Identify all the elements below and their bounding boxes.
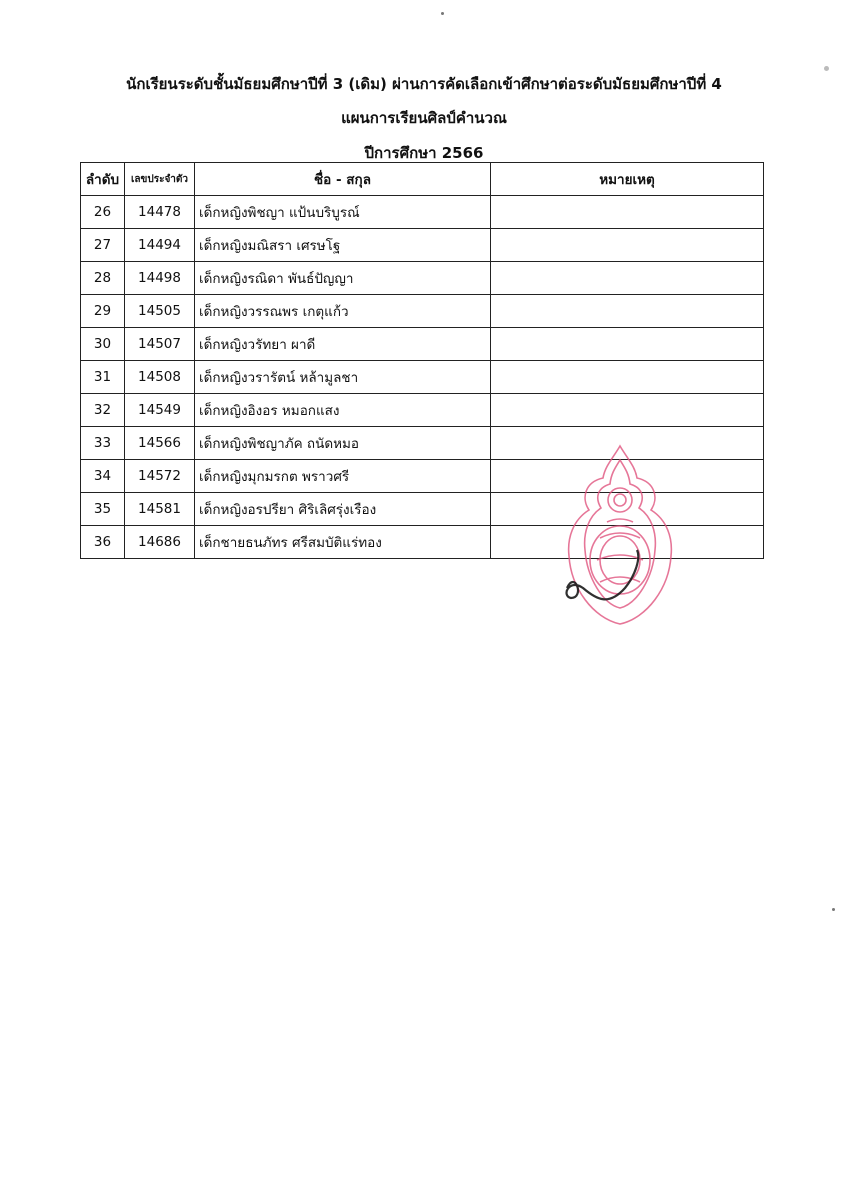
row-note [491, 361, 764, 394]
row-student-id: 14686 [125, 526, 195, 559]
row-order: 31 [81, 361, 125, 394]
column-header-student-id: เลขประจำตัว [125, 163, 195, 196]
row-student-id: 14549 [125, 394, 195, 427]
table-row [81, 394, 764, 427]
row-note [491, 295, 764, 328]
row-student-id: 14572 [125, 460, 195, 493]
row-order: 34 [81, 460, 125, 493]
row-order: 32 [81, 394, 125, 427]
column-header-note: หมายเหตุ [491, 163, 764, 196]
column-header-name: ชื่อ - สกุล [195, 163, 491, 196]
row-order: 36 [81, 526, 125, 559]
school-seal-stamp [545, 438, 695, 638]
scan-speck [441, 12, 444, 15]
column-header-order: ลำดับ [81, 163, 125, 196]
row-student-id: 14494 [125, 229, 195, 262]
row-note [491, 229, 764, 262]
row-order: 33 [81, 427, 125, 460]
row-student-name: เด็กหญิงอรปรียา ศิริเลิศรุ่งเรือง [195, 493, 491, 526]
row-student-name: เด็กชายธนภัทร ศรีสมบัติแร่ทอง [195, 526, 491, 559]
row-student-name: เด็กหญิงมณิสรา เศรษโฐ [195, 229, 491, 262]
row-student-name: เด็กหญิงวรารัตน์ หล้ามูลชา [195, 361, 491, 394]
row-student-id: 14507 [125, 328, 195, 361]
row-order: 35 [81, 493, 125, 526]
table-row [81, 361, 764, 394]
row-order: 27 [81, 229, 125, 262]
row-student-name: เด็กหญิงพิชญาภัค ถนัดหมอ [195, 427, 491, 460]
table-header-row [81, 163, 764, 196]
document-title: นักเรียนระดับชั้นมัธยมศึกษาปีที่ 3 (เดิม) ผ่านการคัดเลือกเข้าศึกษาต่อระดับมัธยมศึกษาปีที่ 4 [126, 75, 722, 93]
seal-emblem-icon [569, 446, 672, 624]
row-student-id: 14566 [125, 427, 195, 460]
table-row [81, 328, 764, 361]
table-row [81, 229, 764, 262]
row-student-id: 14478 [125, 196, 195, 229]
row-student-id: 14498 [125, 262, 195, 295]
row-order: 26 [81, 196, 125, 229]
study-plan-title: แผนการเรียนศิลป์คำนวณ [341, 109, 507, 127]
row-student-name: เด็กหญิงมุกมรกต พราวศรี [195, 460, 491, 493]
table-row [81, 196, 764, 229]
table-row [81, 295, 764, 328]
scan-speck [824, 66, 829, 71]
row-student-name: เด็กหญิงวรัทยา ผาดี [195, 328, 491, 361]
row-student-name: เด็กหญิงวรรณพร เกตุแก้ว [195, 295, 491, 328]
table-row [81, 262, 764, 295]
row-order: 28 [81, 262, 125, 295]
row-note [491, 196, 764, 229]
row-student-name: เด็กหญิงพิชญา แป้นบริบูรณ์ [195, 196, 491, 229]
row-student-name: เด็กหญิงรณิดา พันธ์ปัญญา [195, 262, 491, 295]
row-note [491, 262, 764, 295]
row-order: 30 [81, 328, 125, 361]
row-student-id: 14581 [125, 493, 195, 526]
row-note [491, 394, 764, 427]
row-note [491, 328, 764, 361]
academic-year: ปีการศึกษา 2566 [364, 144, 484, 162]
row-student-id: 14508 [125, 361, 195, 394]
scan-speck [832, 908, 835, 911]
row-student-id: 14505 [125, 295, 195, 328]
row-student-name: เด็กหญิงอิงอร หมอกแสง [195, 394, 491, 427]
row-order: 29 [81, 295, 125, 328]
